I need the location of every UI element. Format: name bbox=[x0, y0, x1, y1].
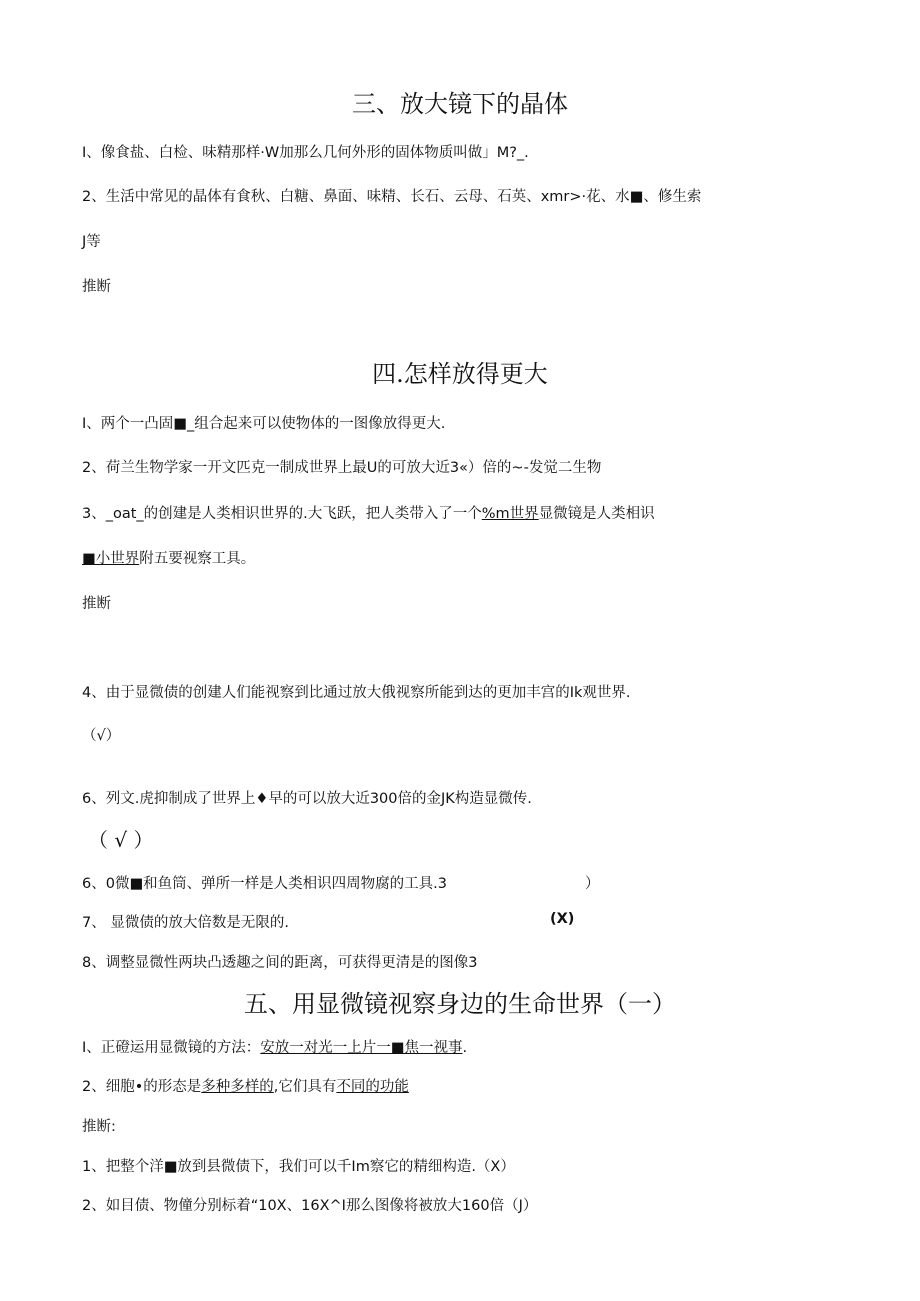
section-3-title: 三、放大镜下的晶体 bbox=[352, 90, 568, 118]
s5-line-2 bbox=[82, 1075, 409, 1096]
s5-judge-1: 1、把整个洋■放到县微债下，我们可以千Im察它的精细构造.（X） bbox=[82, 1159, 515, 1175]
s4-line-3-start: 3、_oat_的创建是人类相识世界的.大飞跃，把人类带入了一个 bbox=[82, 506, 482, 522]
s4-line-3-end: 显微镜是人类相识 bbox=[538, 506, 655, 522]
s4-judge-label: 推断 bbox=[82, 596, 111, 612]
s4-judge-4: 4、由于显微债的创建人们能视察到比通过放大俄视察所能到达的更加丰宫的Ik观世界. bbox=[82, 685, 631, 701]
s3-line-1: I、像食盐、白检、味精那样·W加那么几何外形的固体物质叫做」M?_. bbox=[82, 145, 529, 161]
s4-line-3-underlined: %m世界 bbox=[481, 506, 539, 522]
s5-line-2-mid: ,它们具有 bbox=[273, 1079, 337, 1095]
s4-judge-6: 6、列文.虎抑制成了世界上♦早的可以放大近300倍的金JK构造显微传. bbox=[82, 791, 532, 807]
s4-judge-6b: 6、0微■和鱼筒、弹所一样是人类相识四周物腐的工具.3 bbox=[82, 876, 447, 892]
s5-line-2-start: 2、细胞•的形态是 bbox=[82, 1079, 202, 1095]
s4-judge-8: 8、调整显微性两块凸透趣之间的距离，可获得更清是的图像3 bbox=[82, 955, 478, 971]
s4-line-4 bbox=[82, 547, 255, 568]
s4-line-2: 2、荷兰生物学家一开文匹克一制成世界上最U的可放大近3«）倍的~-发觉二生物 bbox=[82, 460, 602, 476]
s5-line-1 bbox=[82, 1036, 467, 1057]
s4-line-3 bbox=[82, 502, 655, 523]
s4-judge-6-answer: （ √ ） bbox=[88, 828, 154, 852]
s4-judge-7: 7、 显微债的放大倍数是无限的. bbox=[82, 915, 289, 931]
section-4-title: 四.怎样放得更大 bbox=[372, 360, 548, 388]
s4-judge-7-answer: (X) bbox=[550, 911, 575, 927]
s5-judge-label: 推断: bbox=[82, 1119, 116, 1135]
s4-line-4-underlined: ■小世界 bbox=[82, 551, 140, 567]
s4-line-4-end: 附五要视察工具。 bbox=[139, 551, 256, 567]
s5-line-1-underlined: 安放一对光一上片一■焦一视事 bbox=[260, 1040, 463, 1056]
s5-line-1-start: I、正磴运用显微镜的方法： bbox=[82, 1040, 261, 1056]
s4-line-1: I、两个一凸固■_组合起来可以使物体的一图像放得更大. bbox=[82, 416, 446, 432]
section-5-title: 五、用显微镜视察身边的生命世界（一） bbox=[244, 990, 676, 1018]
s5-judge-2: 2、如目债、物僮分别标着“10X、16X^I那么图像将被放大160倍（J） bbox=[82, 1198, 538, 1214]
s5-line-2-underlined-1: 多种多样的 bbox=[201, 1079, 274, 1095]
s3-judge-label: 推断 bbox=[82, 279, 111, 295]
s5-line-1-end: . bbox=[462, 1040, 468, 1056]
s4-judge-6b-paren: ） bbox=[585, 876, 600, 892]
s3-line-2: 2、生活中常见的晶体有食秋、白糖、鼻面、味精、长石、云母、石英、xmr>·花、水■、修生索 bbox=[82, 189, 702, 205]
s5-line-2-underlined-2: 不同的功能 bbox=[336, 1079, 409, 1095]
s3-line-3: J等 bbox=[82, 234, 101, 250]
s4-judge-4-answer: （√） bbox=[82, 728, 121, 744]
